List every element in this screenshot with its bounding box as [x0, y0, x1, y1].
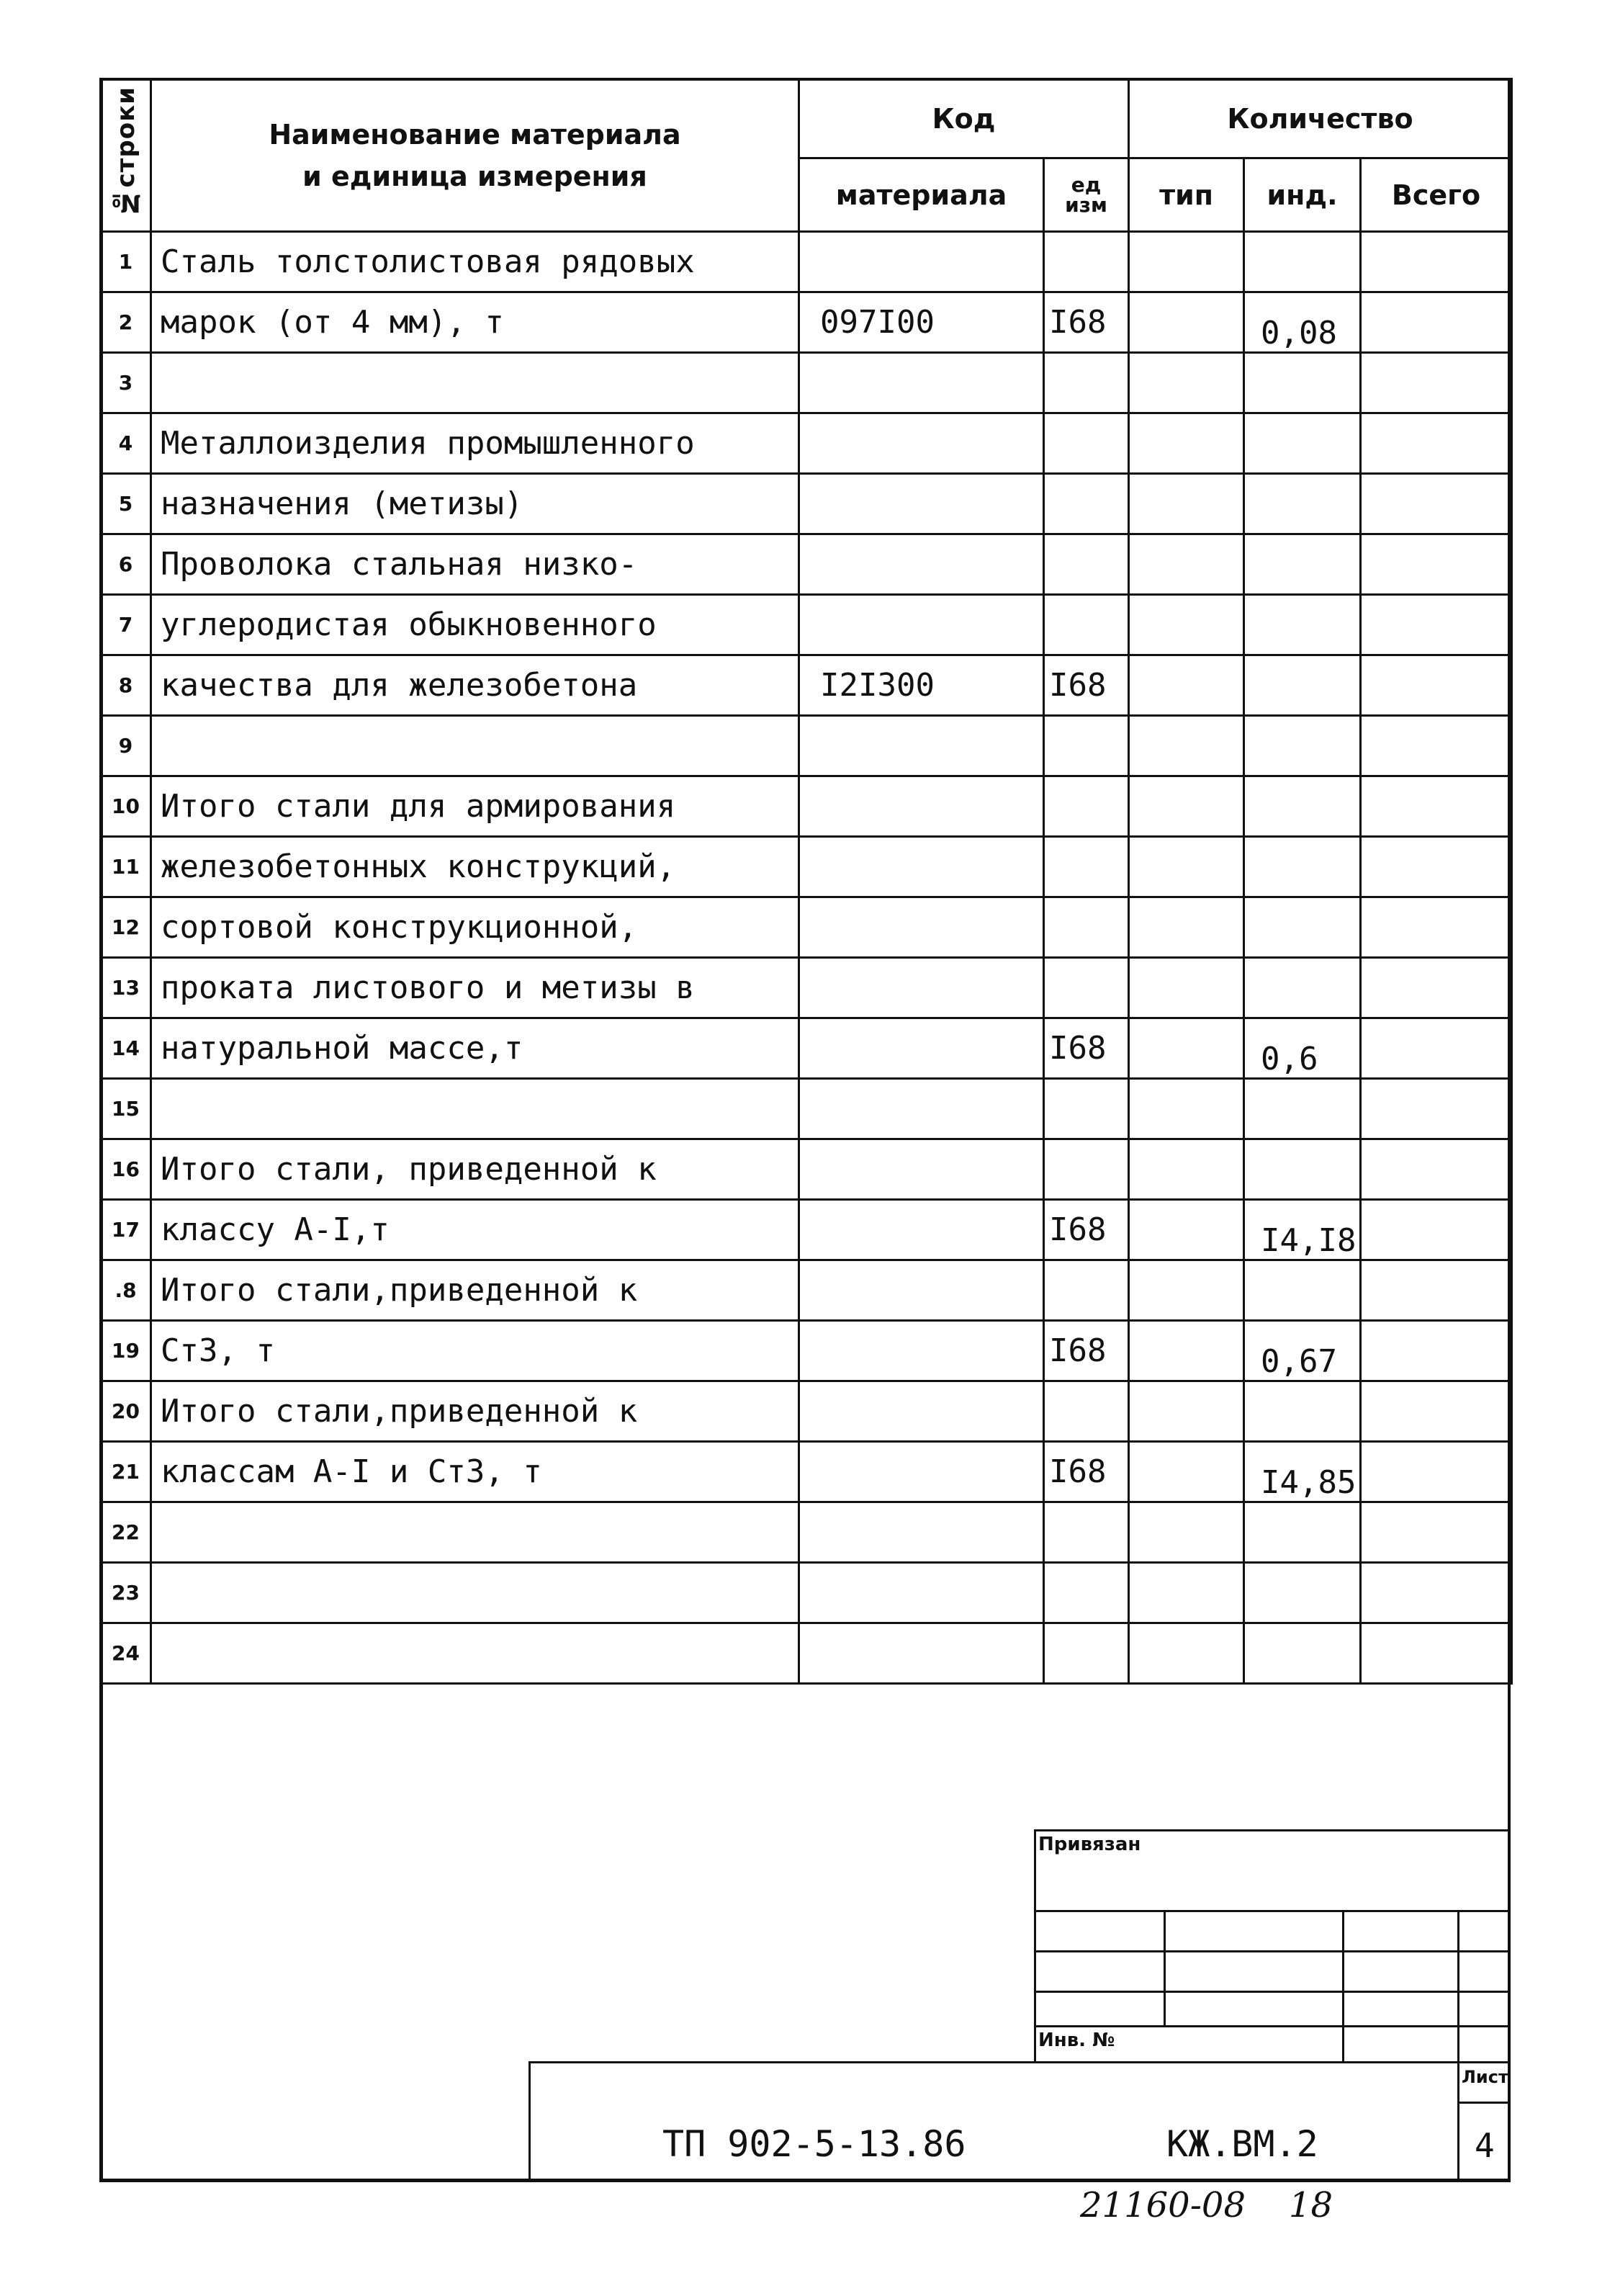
row-number: 11 — [101, 837, 151, 897]
row-number: 19 — [101, 1321, 151, 1381]
row-number: 21 — [101, 1442, 151, 1502]
row-number: .8 — [101, 1260, 151, 1321]
row-number: 13 — [101, 958, 151, 1018]
row-number-label: №строки — [111, 86, 140, 218]
qty-ind: I4,I8 — [1244, 1200, 1361, 1260]
row-number: 20 — [101, 1381, 151, 1442]
unit-code: I68 — [1044, 1442, 1129, 1502]
row-number: 8 — [101, 655, 151, 716]
qty-ind: 0,08 — [1244, 292, 1361, 353]
row-number: 22 — [101, 1502, 151, 1563]
ind-header: инд. — [1244, 158, 1361, 232]
stamp-top-line — [1034, 1829, 1511, 1831]
title-block-left-line — [528, 2061, 531, 2182]
sheet-number: 4 — [1475, 2126, 1495, 2165]
row-number: 3 — [101, 353, 151, 413]
unit-header-line2: изм — [1065, 192, 1107, 217]
row-number: 2 — [101, 292, 151, 353]
row-number: 1 — [101, 232, 151, 292]
material-name: Ст3, т — [151, 1321, 799, 1381]
stamp-line-4 — [1034, 1991, 1511, 1993]
row-number: 17 — [101, 1200, 151, 1260]
unit-code: I68 — [1044, 655, 1129, 716]
material-name: углеродистая обыкновенного — [151, 595, 799, 655]
unit-code: I68 — [1044, 292, 1129, 353]
row-number: 15 — [101, 1079, 151, 1139]
material-name: классам А-I и Ст3, т — [151, 1442, 799, 1502]
material-name: назначения (метизы) — [151, 474, 799, 534]
stamp-line-3 — [1034, 1950, 1511, 1952]
total-header: Всего — [1361, 158, 1512, 232]
drawing-mark: КЖ.ВМ.2 — [1166, 2123, 1318, 2165]
code-header: Код — [799, 79, 1129, 158]
material-code: I2I300 — [799, 655, 1044, 716]
material-name: сортовой конструкционной, — [151, 897, 799, 958]
row-number: 24 — [101, 1623, 151, 1684]
name-header-line2: и единица измерения — [302, 160, 647, 192]
row-number: 16 — [101, 1139, 151, 1200]
row-number: 10 — [101, 776, 151, 837]
bound-label: Привязан — [1038, 1834, 1141, 1855]
material-name: Сталь толстолистовая рядовых — [151, 232, 799, 292]
stamp-col-2 — [1342, 1910, 1344, 2061]
quantity-header: Количество — [1129, 79, 1512, 158]
stamp-line-2 — [1034, 1910, 1511, 1912]
row-number: 23 — [101, 1563, 151, 1623]
stamp-line-5 — [1034, 2025, 1511, 2027]
unit-code: I68 — [1044, 1018, 1129, 1079]
material-code-header: материала — [799, 158, 1044, 232]
name-header-line1: Наименование материала — [269, 118, 681, 151]
row-number: 12 — [101, 897, 151, 958]
row-number: 7 — [101, 595, 151, 655]
material-name: Итого стали,приведенной к — [151, 1381, 799, 1442]
inv-no-label: Инв. № — [1038, 2030, 1115, 2051]
unit-code: I68 — [1044, 1321, 1129, 1381]
material-name: Итого стали для армирования — [151, 776, 799, 837]
handwritten-page-number: 18 — [1289, 2185, 1333, 2225]
sheet-label-line — [1457, 2102, 1511, 2104]
qty-ind: 0,6 — [1244, 1018, 1361, 1079]
handwritten-inventory-number: 21160-08 — [1080, 2185, 1246, 2225]
title-block-sheet-divider — [1457, 2061, 1459, 2182]
unit-code: I68 — [1044, 1200, 1129, 1260]
row-number: 9 — [101, 716, 151, 776]
row-number: 5 — [101, 474, 151, 534]
sheet-label: Лист — [1462, 2067, 1508, 2087]
row-number: 14 — [101, 1018, 151, 1079]
material-name: железобетонных конструкций, — [151, 837, 799, 897]
material-name: Итого стали, приведенной к — [151, 1139, 799, 1200]
stamp-col-1 — [1164, 1910, 1166, 2025]
qty-ind: I4,85 — [1244, 1442, 1361, 1502]
material-name: проката листового и метизы в — [151, 958, 799, 1018]
material-name: Проволока стальная низко- — [151, 534, 799, 595]
project-code: ТП 902-5-13.86 — [662, 2123, 966, 2165]
stamp-col-3 — [1457, 1910, 1459, 2061]
material-name: Итого стали,приведенной к — [151, 1260, 799, 1321]
material-name: натуральной массе,т — [151, 1018, 799, 1079]
type-header: тип — [1129, 158, 1244, 232]
material-code: 097I00 — [799, 292, 1044, 353]
material-name: Металлоизделия промышленного — [151, 413, 799, 474]
sheet-frame — [99, 78, 1511, 2182]
row-number: 4 — [101, 413, 151, 474]
material-name: классу А-I,т — [151, 1200, 799, 1260]
row-number: 6 — [101, 534, 151, 595]
title-block-top-line — [528, 2061, 1511, 2063]
qty-ind: 0,67 — [1244, 1321, 1361, 1381]
material-name: марок (от 4 мм), т — [151, 292, 799, 353]
unit-header-line1: ед — [1071, 172, 1102, 197]
material-name: качества для железобетона — [151, 655, 799, 716]
